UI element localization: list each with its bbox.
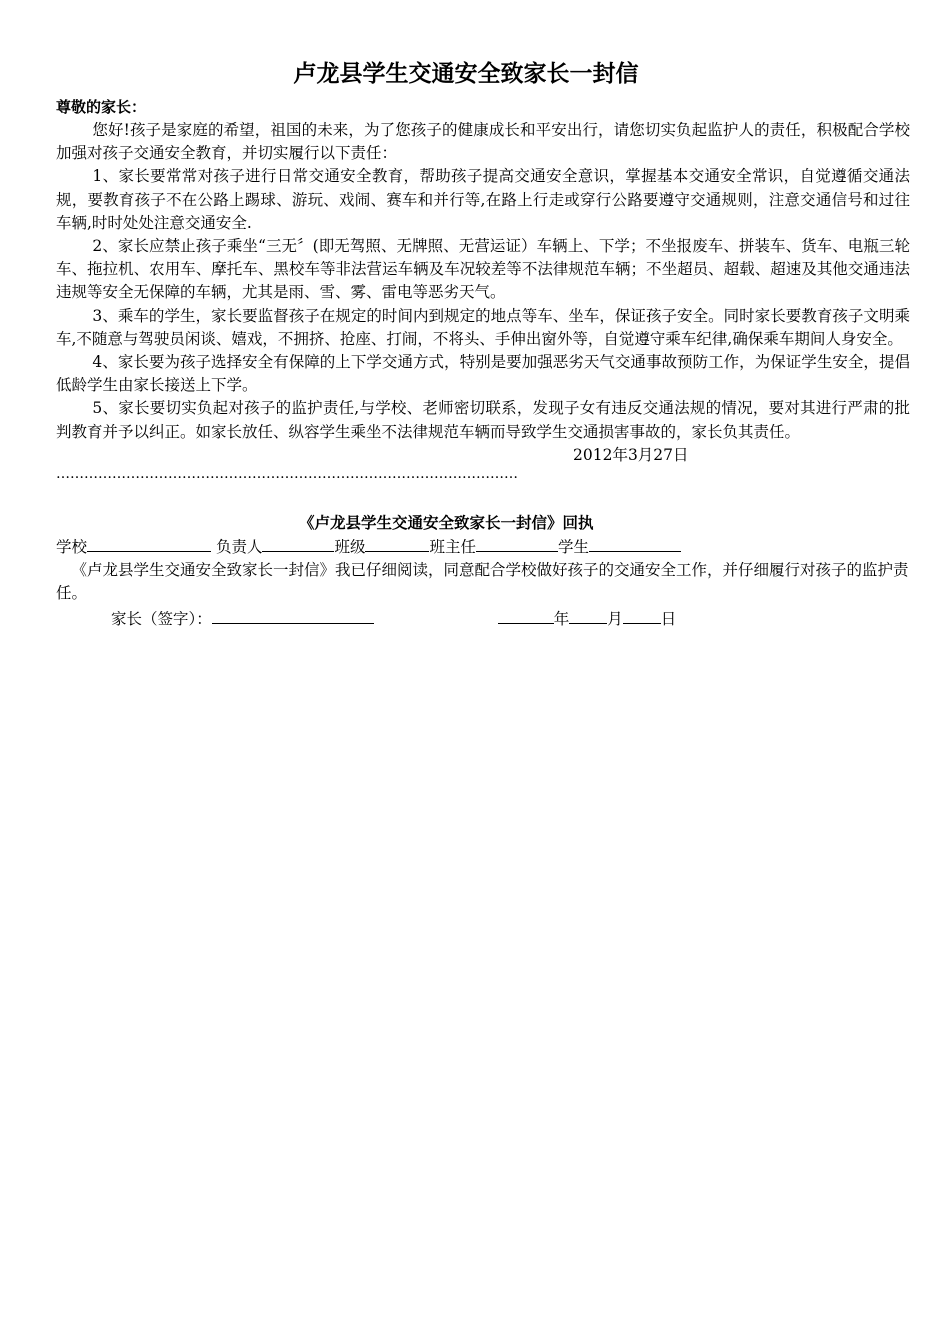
salutation: 尊敬的家长：	[56, 98, 147, 116]
month-label: 月	[607, 610, 623, 629]
month-blank[interactable]	[569, 607, 607, 624]
receipt-fields	[56, 535, 910, 559]
day-blank[interactable]	[623, 607, 661, 624]
intro-paragraph: 您好!孩子是家庭的希望，祖国的未来，为了您孩子的健康成长和平安出行，请您切实负起监护人的责任，积极配合学校加强对孩子交通安全教育，并切实履行以下责任：	[56, 121, 910, 163]
student-label: 学生	[558, 537, 590, 556]
receipt-body: 《卢龙县学生交通安全致家长一封信》我已仔细阅读，同意配合学校做好孩子的交通安全工作，并仔细履行对孩子的监护责任。	[56, 560, 909, 603]
signature-row	[56, 605, 910, 633]
rule-paragraph-5: 5、家长要切实负起对孩子的监护责任,与学校、老师密切联系，发现子女有违反交通法规的情况，要对其进行严肃的批判教育并予以纠正。如家长放任、纵容学生乘坐不法律规范车辆而导致学生交通损害事故的，家长负其责任。	[56, 399, 910, 441]
school-blank[interactable]	[87, 535, 211, 552]
rule-paragraph-4: 4、家长要为孩子选择安全有保障的上下学交通方式，特别是要加强恶劣天气交通事故预防工作，为保证学生安全，提倡低龄学生由家长接送上下学。	[56, 353, 910, 395]
rule-paragraph-3: 3、乘车的学生，家长要监督孩子在规定的时间内到规定的地点等车、坐车，保证孩子安全。同时家长要教育孩子文明乘车,不随意与驾驶员闲谈、嬉戏，不拥挤、抢座、打闹，不将头、手伸出窗外等，自觉遵守乘车纪律,确保乘车期间人身安全。	[56, 306, 910, 348]
signature-blank[interactable]	[212, 607, 374, 624]
school-label: 学校	[56, 537, 88, 556]
class-blank[interactable]	[365, 535, 429, 552]
receipt-title: 《卢龙县学生交通安全致家长一封信》回执	[299, 513, 594, 532]
student-blank[interactable]	[589, 535, 681, 552]
rule-paragraph-2: 2、家长应禁止孩子乘坐“三无〞(即无驾照、无牌照、无营运证）车辆上、下学；不坐报废车、拼装车、货车、电瓶三轮车、拖拉机、农用车、摩托车、黑校车等非法营运车辆及车况较差等不法律规范车辆；不坐超员、超载、超速及其他交通违法违规等安全无保障的车辆，尤其是雨、雪、雾、雷电等恶劣天气。	[56, 237, 910, 302]
day-label: 日	[660, 610, 677, 629]
year-blank[interactable]	[498, 607, 554, 624]
head-teacher-blank[interactable]	[476, 535, 558, 552]
signature-label: 家长（签字）：	[111, 610, 212, 629]
rule-paragraph-1: 1、家长要常常对孩子进行日常交通安全教育，帮助孩子提高交通安全意识，掌握基本交通安全常识，自觉遵循交通法规，要教育孩子不在公路上踢球、游玩、戏闹、赛车和并行等,在路上行走或穿行公路要遵守交通规则，注意交通信号和过往车辆,时时处处注意交通安全.	[56, 167, 910, 232]
principal-blank[interactable]	[262, 535, 334, 552]
cut-line: ………………………………………………………………………………………	[56, 466, 518, 481]
year-label: 年	[553, 610, 570, 629]
head-teacher-label: 班主任	[429, 537, 476, 556]
letter-page	[56, 58, 910, 633]
letter-date: 2012年3月27日	[573, 445, 689, 464]
principal-label: 负责人	[215, 537, 263, 556]
class-label: 班级	[334, 537, 366, 556]
letter-title: 卢龙县学生交通安全致家长一封信	[293, 61, 639, 87]
